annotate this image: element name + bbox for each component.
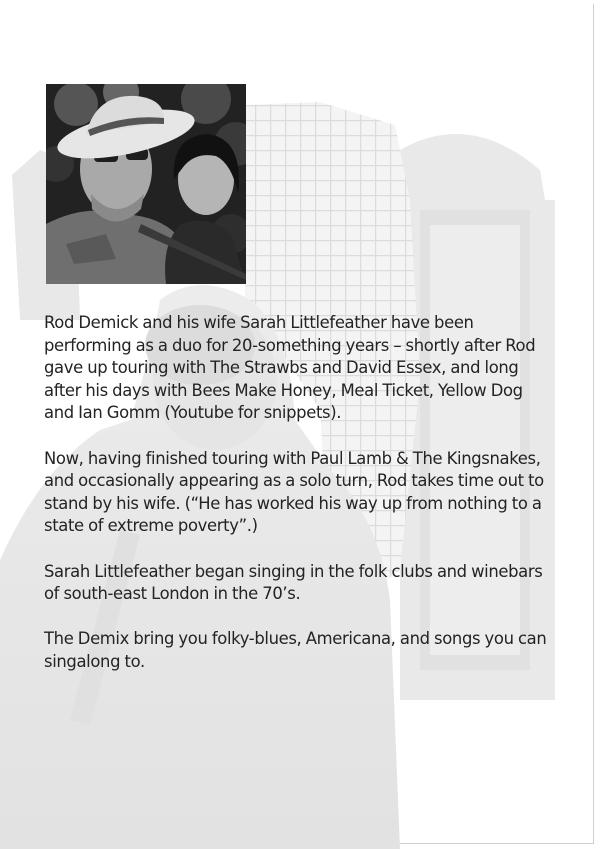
bio-text xyxy=(44,312,556,696)
bio-paragraph: Now, having finished touring with Paul Lamb & The Kingsnakes, and occasionally appearing as a solo turn, Rod takes time out to stand by his wife. (“He has worked his way up from nothing to a state of extreme poverty”.) xyxy=(44,448,544,536)
bio-paragraph: The Demix bring you folky-blues, Americana, and songs you can singalong to. xyxy=(44,629,547,671)
duo-photo xyxy=(46,84,246,284)
bio-paragraph: Rod Demick and his wife Sarah Littlefeather have been performing as a duo for 20-something years – shortly after Rod gave up touring with The Strawbs and David Essex, and long after his days with Bees Make Honey, Meal Ticket, Yellow Dog and Ian Gomm (Youtube for snippets). xyxy=(44,313,536,423)
bio-paragraph: Sarah Littlefeather began singing in the folk clubs and winebars of south-east London in the 70’s. xyxy=(44,561,543,604)
